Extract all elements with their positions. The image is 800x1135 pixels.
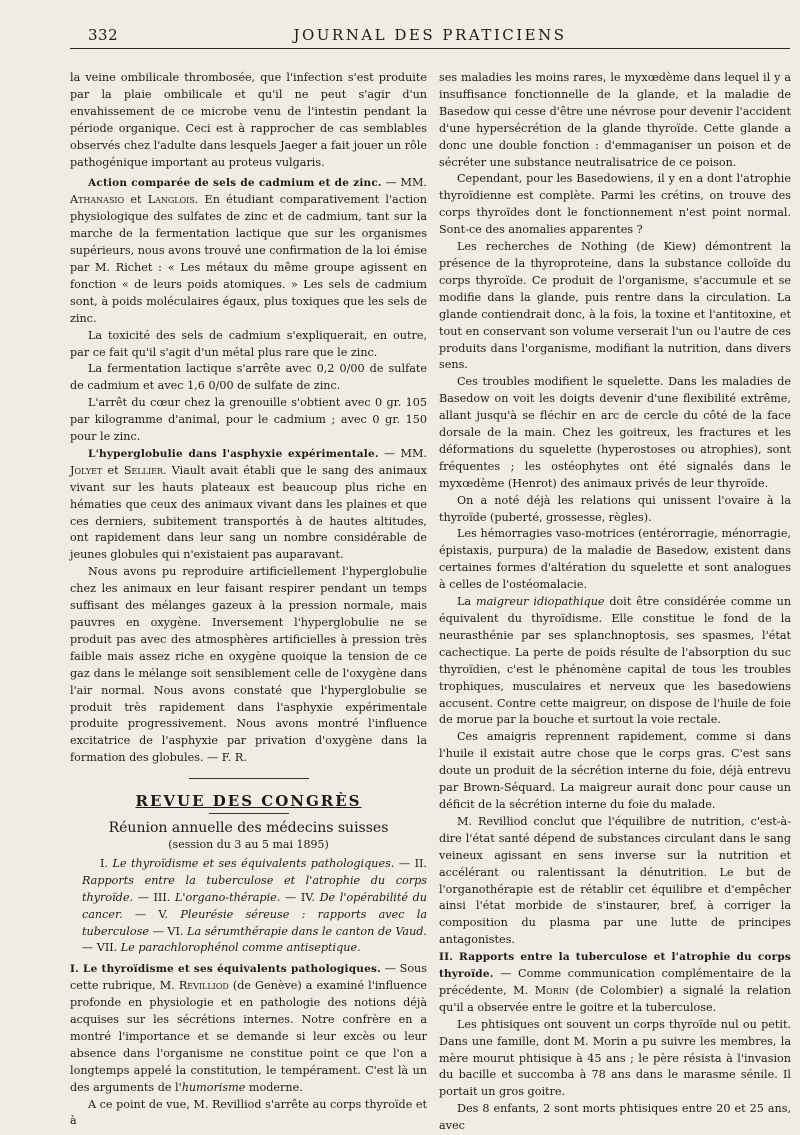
section-title-thyroidisme: I. Le thyroïdisme et ses équivalents pathologiques.	[70, 963, 381, 976]
text-fragment: — MM.	[381, 176, 427, 190]
subsection-heading: Réunion annuelle des médecins suisses	[108, 820, 389, 837]
author-name: Athanasio	[70, 193, 125, 207]
paragraph: Ces amaigris reprennent rapidement, comme si dans l'huile il existait autre chose que le corps gras. C'est sans doute un produit de la sécrétion interne du foie, déjà entrevu par Brown-Séquard. La maigreur aurait donc pour cause un déficit de la sécrétion interne du foie du malade.	[439, 730, 791, 811]
paragraph: L'arrêt du cœur chez la grenouille s'obtient avec 0 gr. 105 par kilogramme d'animal, pour le cadmium ; avec 0 gr. 150 pour le zinc.	[70, 396, 427, 444]
paragraph-cadmium	[70, 175, 427, 327]
text-fragment: moderne.	[245, 1080, 303, 1094]
section-title-cadmium: Action comparée de sels de cadmium et de zinc.	[88, 177, 382, 190]
paragraph: la veine ombilicale thrombosée, que l'infection s'est produite par la plaie ombilicale et qu'il ne peut s'agir d'un envahissement de ce microbe venu de l'intestin pendant la période organique. Ceci est à rapprocher de cas semblables observés chez l'adulte dans lesquels Jaeger a fait jouer un rôle pathogénique important au proteus vulgaris.	[70, 71, 427, 169]
toc-number: I.	[100, 856, 113, 870]
toc-item: Le parachlorophénol comme antiseptique.	[120, 941, 361, 955]
ornamental-separator	[70, 767, 427, 789]
paragraph: Les recherches de Nothing (de Kiew) démontrent la présence de la thyroproteine, dans la substance colloïde du corps thyroïde. Ce produit de l'organisme, s'accumule et se modifie dans la glande, puis rentre dans la circulation. La glande contiendrait donc, à la fois, la toxine et l'antitoxine, et tout en conservant son volume verserait l'un ou l'autre de ces produits dans l'organisme, modifiant la nutrition, dans divers sens.	[439, 240, 791, 372]
paragraph-maigreur	[439, 594, 791, 729]
journal-title: JOURNAL DES PRATICIENS	[293, 26, 567, 44]
text-fragment: — MM.	[378, 446, 427, 460]
paragraph: Cependant, pour les Basedowiens, il y en a dont l'atrophie thyroïdienne est complète. Parmi les crétins, on trouve des corps thyroïdes dont le fonctionnement n'est point normal. Sont-ce des anomalies apparentes ?	[439, 172, 791, 237]
italic-term: humorisme	[181, 1080, 246, 1094]
divider	[209, 813, 289, 814]
text-fragment: La	[457, 595, 476, 609]
paragraph: Les hémorragies vaso-motrices (entérorragie, ménorragie, épistaxis, purpura) de la maladie de Basedow, existent dans certaines formes d'altération du squelette et sont analogues à celles de l'ostéomalacie.	[439, 527, 791, 592]
paragraph-thyroidisme	[70, 961, 427, 1096]
toc-number: — V.	[122, 907, 181, 921]
toc-number: — II.	[394, 856, 427, 870]
right-column	[439, 70, 791, 1135]
author-name: Langlois	[147, 193, 195, 207]
toc-item: Rapports entre la tuberculose et l'atrophie du corps thyroïde.	[82, 873, 427, 904]
section-heading-revue: REVUE DES CONGRÈS	[135, 792, 362, 811]
section-title-hyperglobulie: L'hyperglobulie dans l'asphyxie expérimentale.	[88, 447, 379, 460]
paragraph: ses maladies les moins rares, le myxœdème dans lequel il y a insuffisance fonctionnelle de la glande, et la maladie de Basedow qui cesse d'être une névrose pour devenir l'accident d'une hypersécrétion de la glande thyroïde. Cette glande a donc une double fonction : d'emmaganiser un poison et de sécréter une substance neutralisatrice de ce poison.	[439, 71, 791, 169]
session-dates: (session du 3 au 5 mai 1895)	[168, 837, 329, 851]
header-rule	[70, 48, 790, 49]
running-header	[70, 26, 790, 48]
text-fragment: et	[102, 463, 124, 477]
contents-summary	[70, 856, 427, 957]
toc-item: Pleurésie séreuse : rapports avec la tuberculose	[82, 907, 427, 938]
page-number: 332	[88, 26, 119, 44]
paragraph-rapports	[439, 949, 791, 1017]
text-fragment: (de Colombier) a signalé la relation qu'il a observée entre le goitre et la tuberculose.	[439, 983, 791, 1014]
paragraph: On a noté déjà les relations qui unissent l'ovaire à la thyroïde (puberté, grossesse, règles).	[439, 493, 791, 524]
paragraph: Des 8 enfants, 2 sont morts phtisiques entre 20 et 25 ans, avec	[439, 1102, 791, 1133]
text-fragment: doit être considérée comme un équivalent du thyroïdisme. Elle constitue le fond de la neurasthénie par ses splanchnoptosis, ses spasmes, l'état cachectique. La perte de poids résulte de l'absorption du suc thyroïdien, c'est le phénomène capital de tous les troubles trophiques, musculaires et nerveux que les basedowiens accusent. Contre cette maigreur, on dispose de l'huile de foie de morue par la bouche et surtout la voie rectale.	[439, 595, 792, 727]
author-name: Jolyet	[70, 463, 103, 477]
toc-number: — VII.	[82, 941, 121, 955]
paragraph: M. Revilliod conclut que l'équilibre de nutrition, c'est-à-dire l'état santé dépend de substances circulant dans le sang veineux agissant en sens inverse sur la nutrition et accélérant ou ralentissant la dénutrition. Le but de l'organothérapie est de rétablir cet équilibre et d'empêcher ainsi l'état morbide de s'instaurer, bref, à corriger la composition du plasma par une lutte de principes antagonistes.	[439, 814, 791, 947]
paragraph: Nous avons pu reproduire artificiellement l'hyperglobulie chez les animaux en leur faisant respirer pendant un temps suffisant des mélanges gazeux à la pression normale, mais pauvres en oxygène. Inversement l'hyperglobulie ne se produit pas avec des atmosphères artificielles à pression très faible mais assez riche en oxygène quoique la tension de ce gaz dans le mélange soit sensiblement celle de l'oxygène dans l'air normal. Nous avons constaté que l'hyperglobulie se produit très rapidement dans l'asphyxie expérimentale produite progressivement. Nous avons montré l'influence excitatrice de l'asphyxie par privation d'oxygène dans la formation des globules. — F. R.	[70, 565, 427, 765]
text-fragment: — Sous cette rubrique, M.	[70, 962, 428, 993]
paragraph: Les phtisiques ont souvent un corps thyroïde nul ou petit. Dans une famille, dont M. Morin a pu suivre les membres, la mère mourut phtisique à 45 ans ; le père résista à l'invasion du bacille et succomba à 78 ans dans le marasme sénile. Il portait un gros goitre.	[439, 1017, 791, 1099]
italic-term: maigreur idiopathique	[475, 595, 605, 609]
paragraph-hyperglobulie	[70, 446, 427, 564]
text-fragment: . En étudiant comparativement l'action physiologique des sulfates de zinc et de cadmium, tant sur la marche de la fermentation lactique que sur les organismes supérieurs, nous avons trouvé une confirmation de la loi émise par M. Richet : « Les métaux du même groupe agissent en fonction « de leurs poids atomiques. » Les sels de cadmium sont, à poids moléculaires égaux, plus toxiques que les sels de zinc.	[70, 193, 427, 325]
section-title-rapports: II. Rapports entre la tuberculose et l'atrophie du corps thyroïde.	[439, 951, 791, 981]
text-fragment: . Viault avait établi que le sang des animaux vivant sur les hauts plateaux est beaucoup plus riche en hématies que ceux des animaux vivant dans les plaines et que ces derniers, subitement transportés à de hautes altitudes, ont rapidement dans leur sang un nombre considérable de jeunes globules qui n'existaient pas auparavant.	[70, 463, 427, 562]
toc-item: L'organo-thérapie.	[174, 890, 281, 904]
text-fragment: — Comme communication complémentaire de la précédente, M.	[439, 967, 791, 997]
left-column	[70, 70, 427, 1130]
toc-number: — IV.	[280, 890, 320, 904]
paragraph: A ce point de vue, M. Revilliod s'arrête au corps thyroïde et à	[70, 1097, 427, 1128]
author-name: Revilliod	[178, 979, 229, 993]
text-fragment: et	[124, 193, 148, 207]
toc-item: Le thyroïdisme et ses équivalents pathologiques.	[112, 856, 395, 870]
toc-item: De l'opérabilité du cancer.	[82, 890, 427, 921]
author-name: Morin	[534, 983, 569, 997]
text-fragment: (de Genève) a examiné l'influence profonde en physiologie et en pathologie des notions déjà acquises sur les sécrétions internes. Notre confrère en a montré l'importance et se demande si leur excès ou leur absence dans l'organisme ne constitue point ce que l'on a longtemps appelé la constitution, le tempérament. C'est là un des arguments de l'	[70, 979, 427, 1094]
toc-number: — III.	[133, 890, 175, 904]
author-name: Sellier	[123, 463, 163, 477]
paragraph: La fermentation lactique s'arrête avec 0,2 0/00 de sulfate de cadmium et avec 1,6 0/00 de sulfate de zinc.	[70, 362, 427, 393]
paragraph: La toxicité des sels de cadmium s'expliquerait, en outre, par ce fait qu'il s'agit d'un métal plus rare que le zinc.	[70, 328, 427, 359]
toc-number: — VI.	[148, 924, 188, 938]
toc-item: La sérumthérapie dans le canton de Vaud.	[187, 924, 427, 938]
paragraph: Ces troubles modifient le squelette. Dans les maladies de Basedow on voit les doigts devenir d'une flexibilité extrême, allant jusqu'à se fléchir en arc de cercle du côté de la face dorsale de la main. Chez les goitreux, les fractures et les déformations du squelette (hyperostoses ou atrophies), sont fréquentes ; les ostéophytes ont été signalés dans le myxœdème (Henrot) des animaux privés de leur thyroïde.	[439, 375, 791, 490]
